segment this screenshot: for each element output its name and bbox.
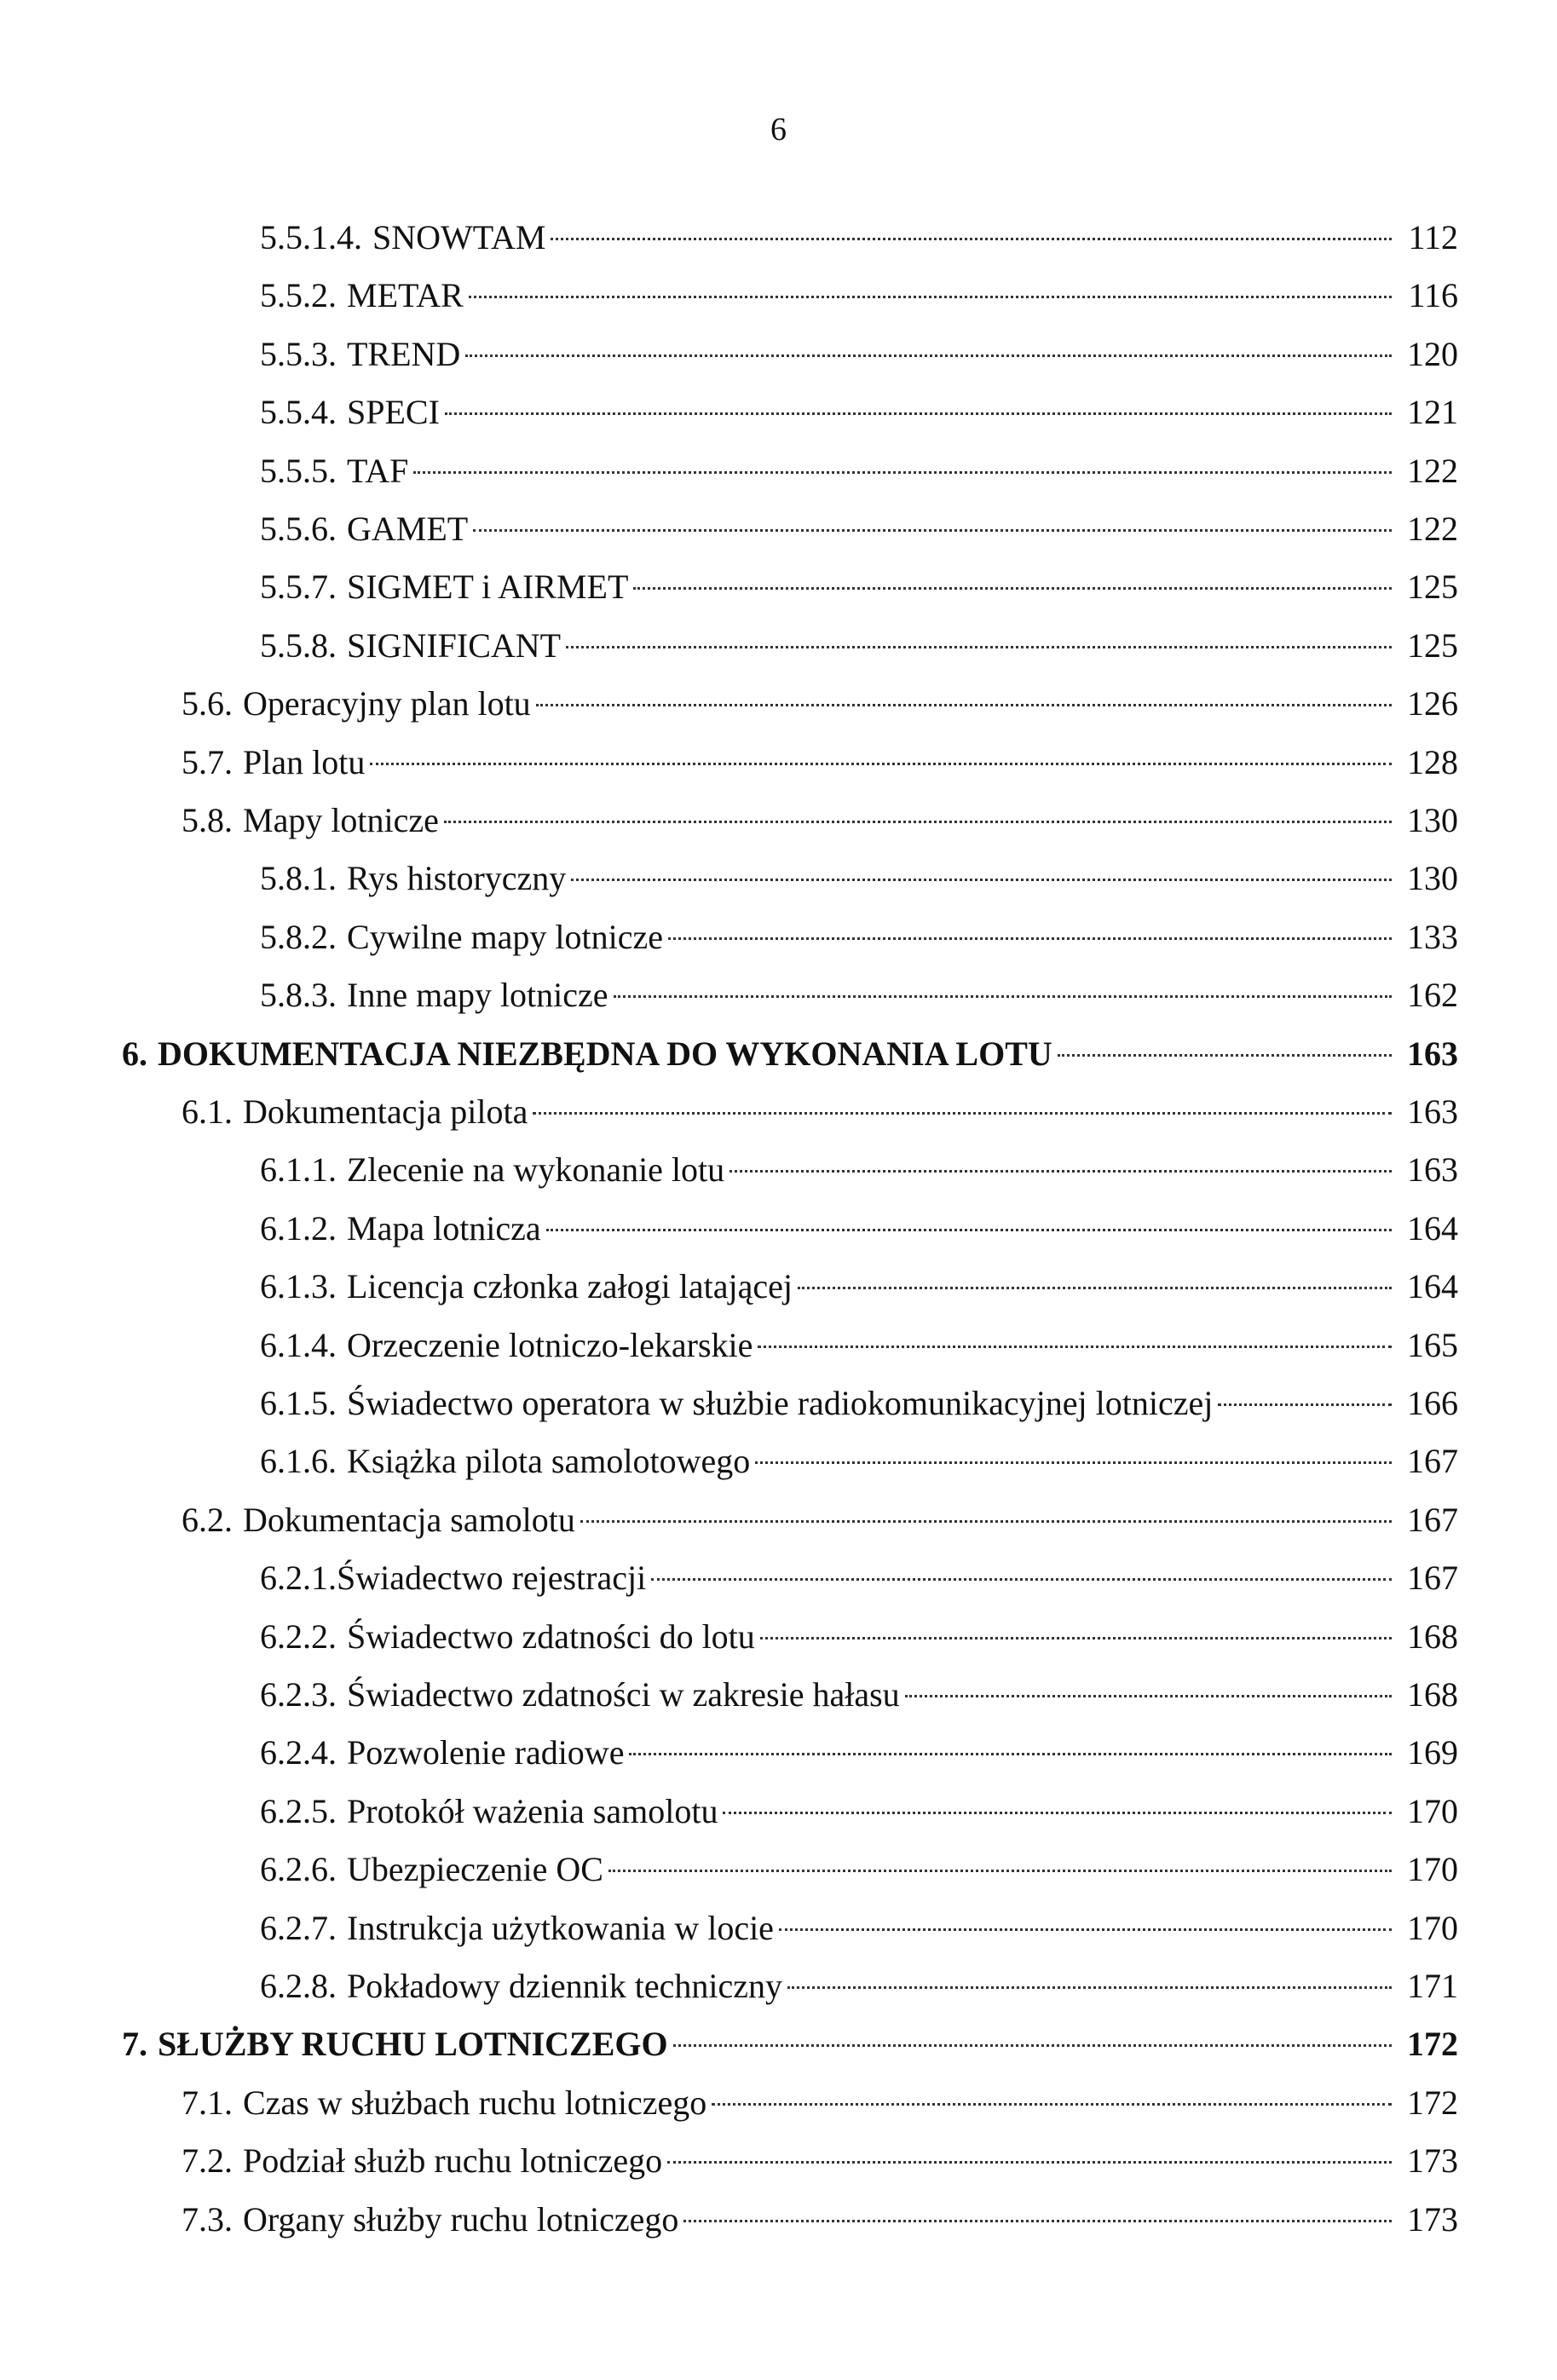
- toc-entry: [260, 908, 1458, 966]
- toc-entry: [260, 966, 1458, 1024]
- toc-entry: [122, 2015, 1458, 2073]
- toc-entry-text: Mapy lotnicze: [243, 801, 439, 839]
- toc-entry-number: 5.5.3.: [260, 334, 337, 373]
- toc-entry-text: Dokumentacja pilota: [243, 1092, 528, 1131]
- toc-entry-text: Podział służb ruchu lotniczego: [243, 2141, 663, 2181]
- dot-leader: [633, 587, 1392, 590]
- toc-entry-page: 163: [1407, 1150, 1458, 1190]
- toc-entry: [260, 1258, 1458, 1316]
- toc-entry-page: 126: [1407, 684, 1458, 723]
- toc-entry-title: [122, 2015, 668, 2073]
- toc-entry-number: 6.2.: [182, 1500, 233, 1539]
- toc-entry-title: [260, 1608, 755, 1666]
- toc-entry-text: Świadectwo zdatności w zakresie hałasu: [347, 1675, 900, 1714]
- toc-entry-number: 6.2.3.: [260, 1675, 337, 1714]
- toc-entry: [260, 383, 1458, 441]
- toc-entry-text: Świadectwo rejestracji: [337, 1559, 647, 1598]
- toc-entry-title: [260, 908, 663, 966]
- toc-entry-page: 130: [1407, 801, 1458, 839]
- dot-leader: [566, 646, 1392, 648]
- toc-entry-text: Czas w służbach ruchu lotniczego: [243, 2083, 707, 2122]
- dot-leader: [580, 1520, 1392, 1523]
- toc-entry-page: 122: [1407, 451, 1458, 490]
- toc-entry-title: [260, 1724, 624, 1782]
- toc-entry-title: [182, 1491, 575, 1549]
- dot-leader: [673, 2044, 1392, 2047]
- toc-entry: [182, 2191, 1458, 2249]
- toc-entry-page: 167: [1407, 1559, 1458, 1598]
- dot-leader: [546, 1229, 1392, 1231]
- dot-leader: [1058, 1054, 1392, 1057]
- toc-entry-text: Operacyjny plan lotu: [243, 684, 531, 723]
- toc-entry-number: 5.5.5.: [260, 451, 337, 490]
- toc-entry-text: Cywilne mapy lotnicze: [347, 917, 664, 956]
- toc-entry-page: 173: [1407, 2199, 1458, 2239]
- toc-entry-number: 7.1.: [182, 2083, 233, 2122]
- toc-entry: [182, 2074, 1458, 2132]
- toc-entry-title: [260, 1432, 750, 1490]
- toc-entry-page: 163: [1407, 1092, 1458, 1131]
- toc-entry: [182, 734, 1458, 792]
- dot-leader: [779, 1928, 1392, 1931]
- toc-entry-title: [182, 2074, 706, 2132]
- toc-entry: [260, 1724, 1458, 1782]
- toc-entry-page: 163: [1407, 1034, 1458, 1073]
- dot-leader: [667, 2161, 1392, 2164]
- toc-entry-number: 5.5.1.4.: [260, 218, 362, 256]
- toc-entry: [260, 617, 1458, 675]
- toc-entry: [182, 2132, 1458, 2190]
- toc-entry: [182, 1491, 1458, 1549]
- toc-entry: [260, 326, 1458, 383]
- toc-entry-page: 173: [1407, 2141, 1458, 2181]
- toc-entry-page: 172: [1407, 2083, 1458, 2122]
- toc-entry-page: 167: [1407, 1442, 1458, 1481]
- dot-leader: [668, 937, 1392, 940]
- toc-entry-number: 5.7.: [182, 742, 233, 781]
- toc-entry: [260, 558, 1458, 616]
- toc-entry-title: [260, 1666, 900, 1724]
- toc-entry-text: Inne mapy lotnicze: [347, 976, 608, 1015]
- toc-entry-page: 172: [1407, 2025, 1458, 2064]
- toc-entry-page: 164: [1407, 1267, 1458, 1306]
- toc-entry: [260, 1608, 1458, 1666]
- toc-entry-number: 6.1.1.: [260, 1150, 337, 1190]
- toc-entry-page: 170: [1407, 1908, 1458, 1947]
- dot-leader: [608, 1870, 1392, 1872]
- toc-entry-page: 112: [1408, 218, 1458, 256]
- toc-entry-text: Rys historyczny: [347, 859, 567, 898]
- toc-entry-text: Świadectwo zdatności do lotu: [347, 1616, 755, 1656]
- toc-entry-page: 169: [1407, 1733, 1458, 1772]
- toc-entry-text: Orzeczenie lotniczo-lekarskie: [347, 1325, 753, 1364]
- toc-entry: [182, 1083, 1458, 1141]
- dot-leader: [469, 296, 1392, 298]
- toc-entry: [260, 1141, 1458, 1199]
- dot-leader: [723, 1812, 1392, 1814]
- toc-entry-number: 6.2.2.: [260, 1616, 337, 1656]
- toc-entry-page: 170: [1407, 1850, 1458, 1889]
- toc-entry-number: 5.8.3.: [260, 976, 337, 1015]
- toc-entry: [260, 500, 1458, 558]
- toc-entry-title: [260, 1141, 724, 1199]
- toc-entry-page: 130: [1407, 859, 1458, 898]
- dot-leader: [465, 354, 1392, 357]
- toc-entry-text: Mapa lotnicza: [347, 1208, 541, 1248]
- toc-entry-title: [260, 966, 608, 1024]
- toc-entry-page: 128: [1407, 742, 1458, 781]
- toc-entry-page: 122: [1407, 510, 1458, 548]
- toc-entry: [260, 209, 1458, 267]
- toc-entry-number: 5.8.2.: [260, 917, 337, 956]
- toc-entry-page: 171: [1407, 1967, 1458, 2005]
- toc-entry-page: 168: [1407, 1675, 1458, 1714]
- toc-entry-title: [122, 1025, 1052, 1083]
- toc-entry-number: 6.1.6.: [260, 1442, 337, 1481]
- toc-entry-number: 5.5.7.: [260, 568, 337, 607]
- toc-entry-title: [260, 500, 468, 558]
- toc-entry: [260, 1841, 1458, 1899]
- toc-entry-number: 7.3.: [182, 2199, 233, 2239]
- toc-entry-text: Instrukcja użytkowania w locie: [347, 1908, 774, 1947]
- toc-entry-text: Świadectwo operatora w służbie radiokomunikacyjnej lotniczej: [347, 1384, 1214, 1422]
- toc-entry-page: 167: [1407, 1500, 1458, 1539]
- toc-entry-page: 165: [1407, 1325, 1458, 1364]
- toc-entry-title: [260, 1957, 782, 2015]
- toc-entry-text: Zlecenie na wykonanie lotu: [347, 1150, 725, 1190]
- toc-entry-title: [260, 326, 460, 383]
- toc-entry-number: 5.5.2.: [260, 276, 337, 315]
- toc-entry-number: 6.1.3.: [260, 1267, 337, 1306]
- toc-entry-text: TREND: [347, 334, 461, 373]
- toc-entry-title: [182, 1083, 528, 1141]
- toc-entry-page: 162: [1407, 976, 1458, 1015]
- toc-entry-title: [260, 1258, 793, 1316]
- dot-leader: [629, 1753, 1392, 1755]
- toc-entry-text: SPECI: [347, 393, 440, 432]
- toc-entry-title: [260, 617, 561, 675]
- toc-entry-page: 121: [1407, 393, 1458, 432]
- toc-entry-number: 7.2.: [182, 2141, 233, 2181]
- dot-leader: [370, 763, 1392, 765]
- dot-leader: [905, 1695, 1392, 1697]
- toc-entry: [260, 1200, 1458, 1258]
- toc-entry-text: Książka pilota samolotowego: [347, 1442, 751, 1481]
- dot-leader: [683, 2220, 1392, 2222]
- toc-entry-text: SŁUŻBY RUCHU LOTNICZEGO: [158, 2025, 668, 2064]
- toc-entry: [260, 1666, 1458, 1724]
- toc-entry-number: 5.5.8.: [260, 625, 337, 665]
- toc-entry: [260, 1374, 1458, 1432]
- toc-entry-text: SNOWTAM: [372, 218, 546, 256]
- toc-entry-title: [260, 558, 628, 616]
- dot-leader: [712, 2103, 1392, 2106]
- toc-entry-text: METAR: [347, 276, 464, 315]
- toc-entry-title: [260, 1841, 603, 1899]
- toc-entry-page: 164: [1407, 1208, 1458, 1248]
- toc-entry-number: 5.6.: [182, 684, 233, 723]
- toc-entry: [260, 1899, 1458, 1957]
- toc-entry: [260, 1432, 1458, 1490]
- toc-entry-number: 5.8.1.: [260, 859, 337, 898]
- toc-entry-number: 5.5.4.: [260, 393, 337, 432]
- toc-entry-title: [260, 1783, 718, 1841]
- toc-entry-page: 133: [1407, 917, 1458, 956]
- toc-entry-text: TAF: [347, 451, 409, 490]
- dot-leader: [536, 704, 1392, 706]
- toc-entry-title: [260, 383, 440, 441]
- toc-entry: [260, 1957, 1458, 2015]
- toc-entry: [260, 850, 1458, 908]
- toc-entry-title: [260, 442, 408, 500]
- dot-leader: [1218, 1403, 1392, 1406]
- toc-entry-page: 125: [1407, 568, 1458, 607]
- toc-entry: [260, 267, 1458, 325]
- toc-entry-text: Ubezpieczenie OC: [347, 1850, 603, 1889]
- toc-entry-number: 6.2.6.: [260, 1850, 337, 1889]
- dot-leader: [798, 1287, 1392, 1289]
- toc-entry-page: 168: [1407, 1616, 1458, 1656]
- toc-entry-title: [182, 675, 531, 733]
- toc-entry-number: 6.2.8.: [260, 1967, 337, 2005]
- toc-entry-number: 7.: [122, 2025, 147, 2064]
- toc-entry: [260, 1549, 1458, 1607]
- toc-entry-number: 6.2.5.: [260, 1791, 337, 1830]
- toc-entry-title: [260, 1899, 774, 1957]
- dot-leader: [551, 238, 1392, 240]
- toc-entry-page: 166: [1407, 1384, 1458, 1422]
- toc-entry-text: Pozwolenie radiowe: [347, 1733, 625, 1772]
- dot-leader: [755, 1461, 1392, 1464]
- dot-leader: [571, 879, 1392, 881]
- dot-leader: [651, 1578, 1392, 1581]
- toc-entry-text: Dokumentacja samolotu: [243, 1500, 575, 1539]
- toc-entry-text: SIGMET i AIRMET: [347, 568, 629, 607]
- toc-entry-title: [182, 792, 439, 850]
- toc-entry-title: [260, 267, 464, 325]
- toc-entry-page: 170: [1407, 1791, 1458, 1830]
- toc-entry-number: 6.1.5.: [260, 1384, 337, 1422]
- toc-entry-text: SIGNIFICANT: [347, 625, 562, 665]
- dot-leader: [787, 1986, 1392, 1989]
- toc-entry-text: Plan lotu: [243, 742, 366, 781]
- toc-entry-text: DOKUMENTACJA NIEZBĘDNA DO WYKONANIA LOTU: [158, 1034, 1052, 1073]
- toc-entry: [260, 442, 1458, 500]
- toc-entry-number: 6.2.1.: [260, 1559, 337, 1598]
- toc-entry: [182, 675, 1458, 733]
- toc-entry-title: [182, 2132, 662, 2190]
- toc-entry-number: 6.2.7.: [260, 1908, 337, 1947]
- dot-leader: [444, 821, 1392, 823]
- toc-entry-number: 6.: [122, 1034, 147, 1073]
- toc-entry-text: Protokół ważenia samolotu: [347, 1791, 718, 1830]
- dot-leader: [729, 1170, 1392, 1173]
- toc-entry-title: [260, 1549, 646, 1607]
- toc-entry-text: Organy służby ruchu lotniczego: [243, 2199, 679, 2239]
- toc-entry-title: [260, 1200, 541, 1258]
- toc-entry-title: [260, 850, 566, 908]
- toc-entry-title: [182, 2191, 678, 2249]
- dot-leader: [758, 1346, 1392, 1348]
- toc-entry: [122, 1025, 1458, 1083]
- dot-leader: [614, 995, 1392, 998]
- toc-entry-number: 6.1.: [182, 1092, 233, 1131]
- toc-entry-page: 120: [1407, 334, 1458, 373]
- toc-entry-page: 116: [1408, 276, 1458, 315]
- dot-leader: [445, 412, 1392, 415]
- toc-entry-number: 5.8.: [182, 801, 233, 839]
- dot-leader: [533, 1112, 1392, 1115]
- toc-entry: [182, 792, 1458, 850]
- toc-entry-page: 125: [1407, 625, 1458, 665]
- dot-leader: [760, 1637, 1392, 1639]
- dot-leader: [473, 529, 1392, 532]
- toc-entry-title: [260, 209, 545, 267]
- toc-entry: [260, 1317, 1458, 1374]
- toc-entry-title: [182, 734, 365, 792]
- toc-entry-title: [260, 1374, 1213, 1432]
- toc-entry-text: Pokładowy dziennik techniczny: [347, 1967, 782, 2005]
- toc-entry-number: 5.5.6.: [260, 510, 337, 548]
- toc-entry-number: 6.2.4.: [260, 1733, 337, 1772]
- toc-entry: [260, 1783, 1458, 1841]
- page-number: 6: [770, 112, 787, 147]
- toc-entry-number: 6.1.2.: [260, 1208, 337, 1248]
- toc-entry-text: Licencja członka załogi latającej: [347, 1267, 793, 1306]
- toc-entry-title: [260, 1317, 753, 1374]
- toc-entry-number: 6.1.4.: [260, 1325, 337, 1364]
- dot-leader: [413, 471, 1392, 474]
- toc-entry-text: GAMET: [347, 510, 469, 548]
